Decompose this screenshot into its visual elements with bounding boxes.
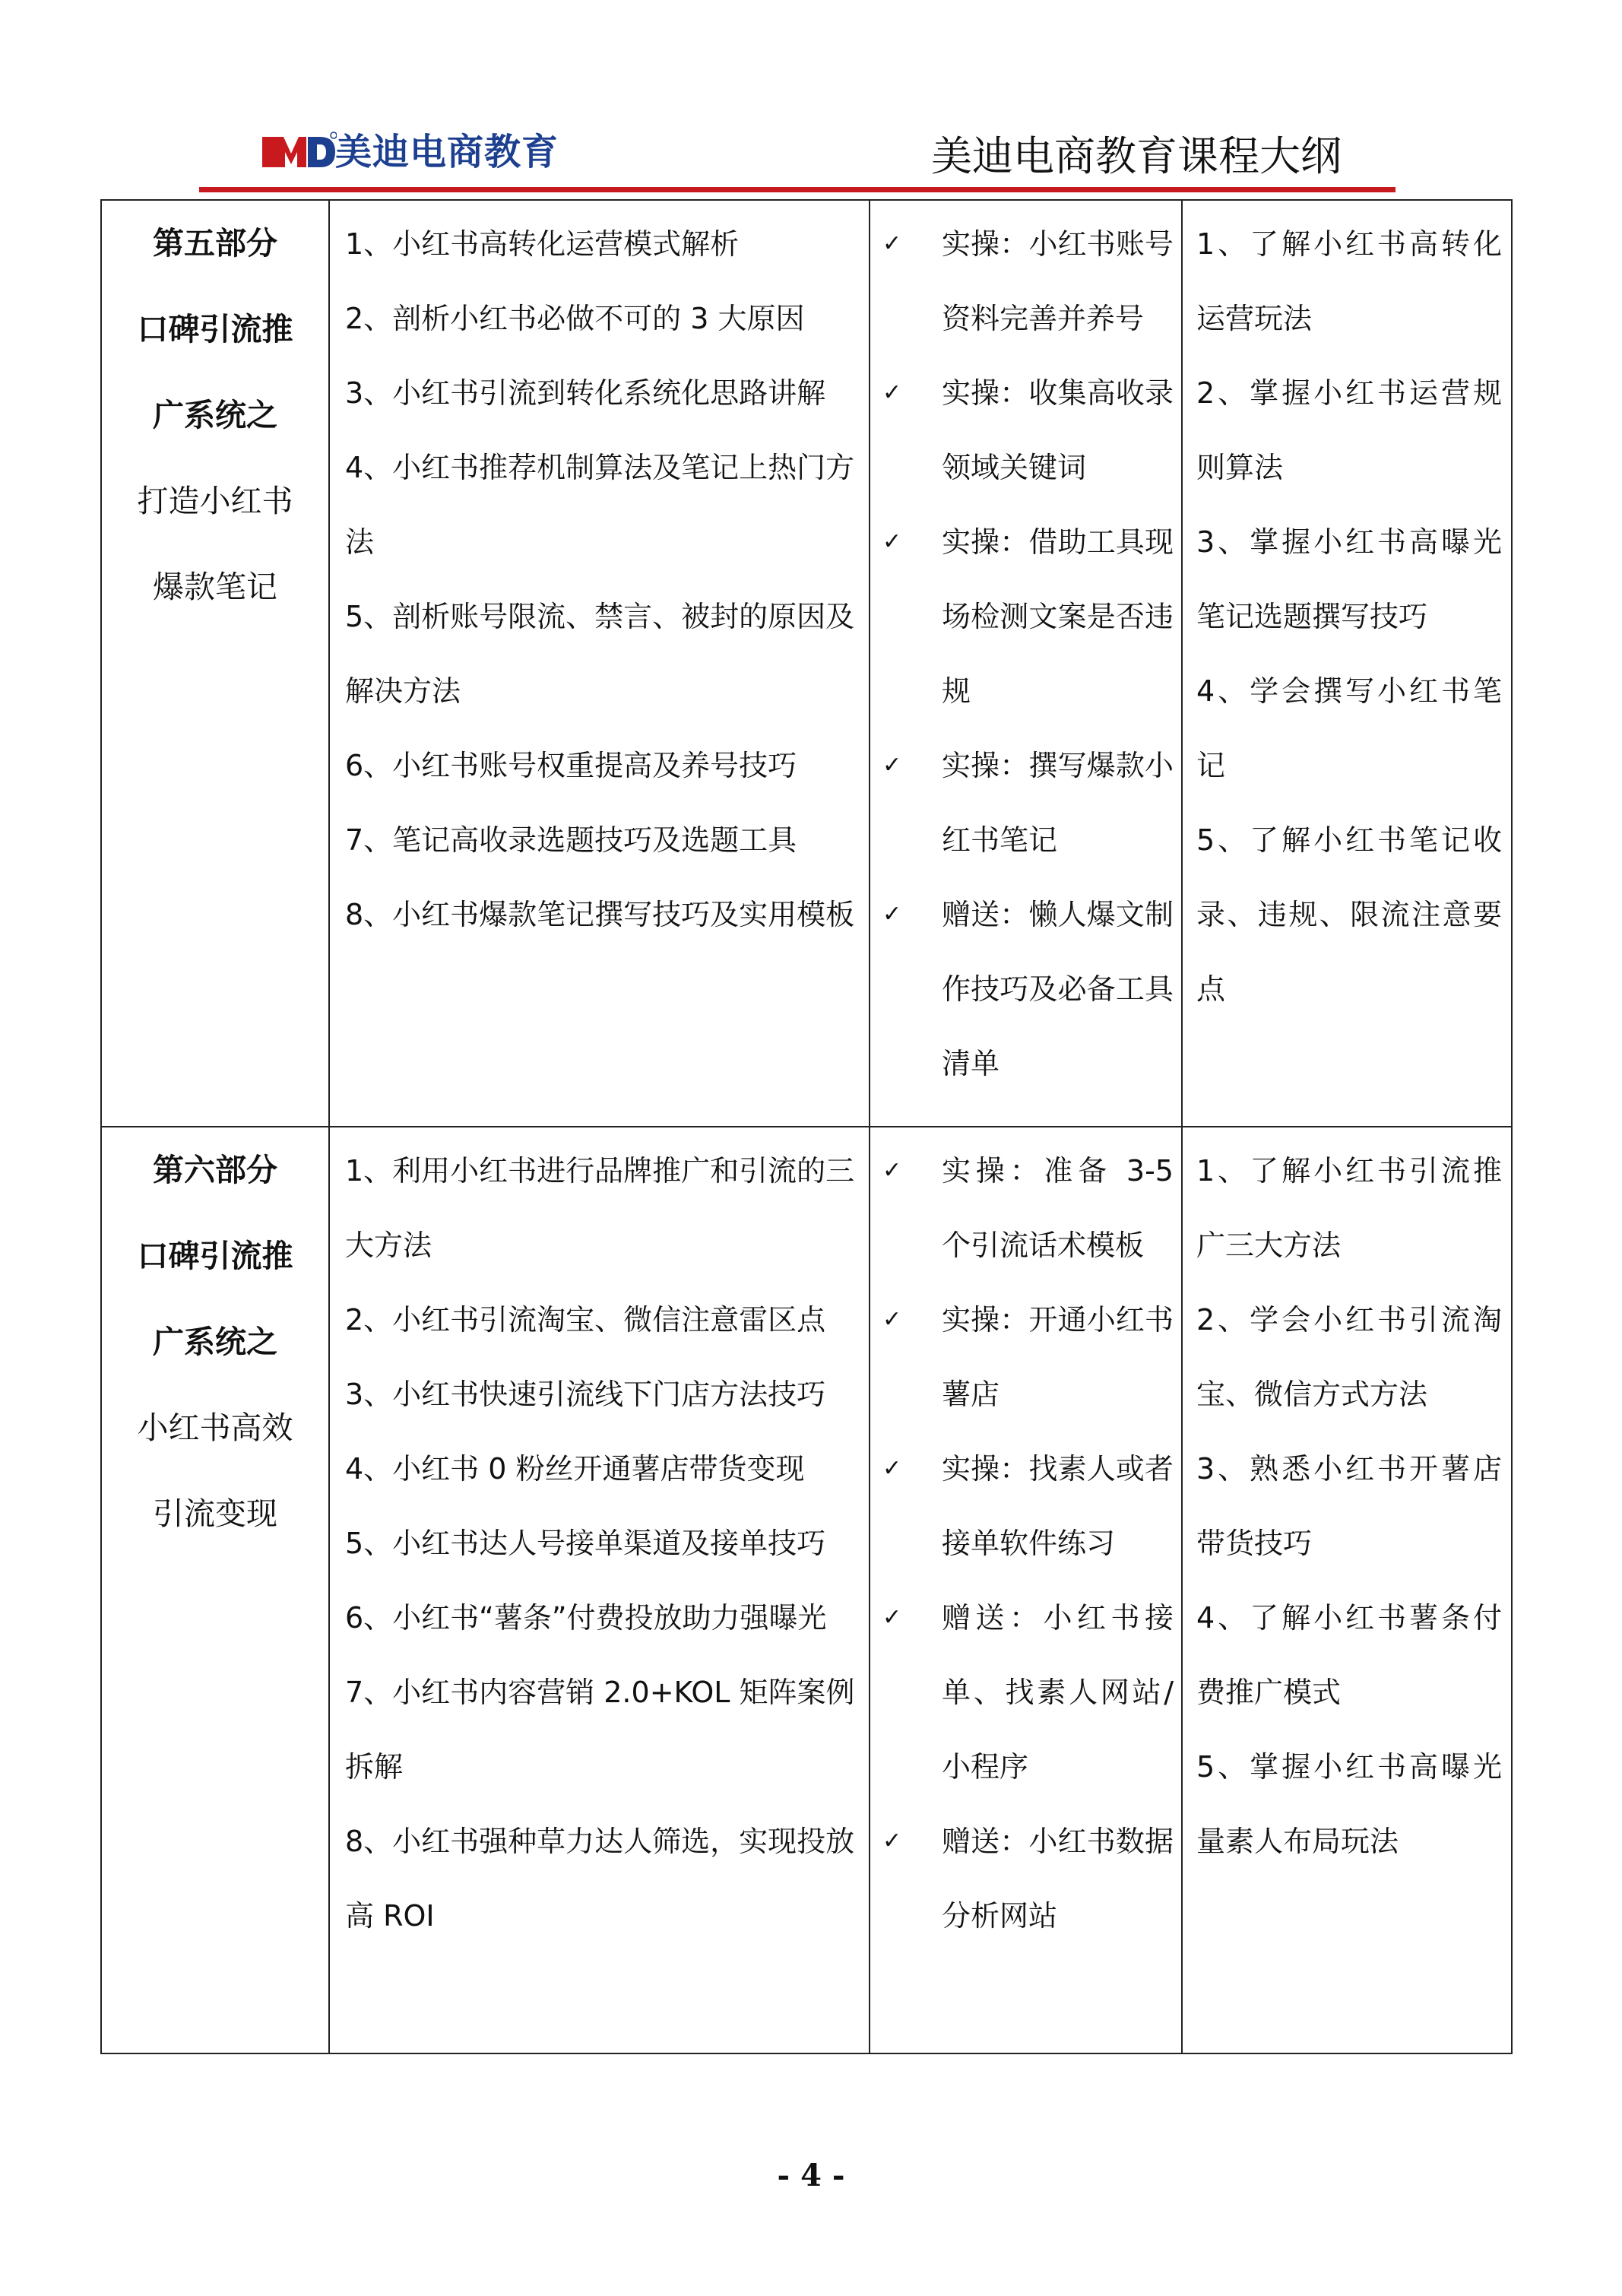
section-title-line: 广系统之 xyxy=(153,1324,277,1360)
section-title-cell xyxy=(101,200,329,1127)
checkmark-icon: ✓ xyxy=(882,1306,902,1333)
content-item: 1、利用小红书进行品牌推广和引流的三大方法 xyxy=(345,1154,855,1262)
goal-item: 1、了解小红书高转化运营玩法 xyxy=(1196,227,1502,335)
goal-item: 4、学会撰写小红书笔记 xyxy=(1196,674,1502,782)
content-item: 5、小红书达人号接单渠道及接单技巧 xyxy=(345,1527,826,1560)
checkmark-icon: ✓ xyxy=(882,752,902,779)
goal-item: 5、掌握小红书高曝光量素人布局玩法 xyxy=(1196,1750,1502,1858)
content-item: 4、小红书推荐机制算法及笔记上热门方法 xyxy=(345,451,855,559)
practice-cell xyxy=(870,200,1182,1127)
content-item: 3、小红书引流到转化系统化思路讲解 xyxy=(345,376,826,410)
section-row xyxy=(101,200,1512,1127)
section-title-line: 口碑引流推 xyxy=(137,1238,293,1274)
content-item: 8、小红书强种草力达人筛选，实现投放高 ROI xyxy=(345,1825,855,1933)
practice-cell xyxy=(870,1127,1182,2053)
content-item: 2、剖析小红书必做不可的 3 大原因 xyxy=(345,302,805,335)
checkmark-icon: ✓ xyxy=(882,1157,902,1184)
section-title-line: 口碑引流推 xyxy=(137,311,293,347)
md-logo-icon xyxy=(262,131,337,173)
practice-item xyxy=(882,1283,1174,1432)
content-item: 5、剖析账号限流、禁言、被封的原因及解决方法 xyxy=(345,600,855,708)
practice-item xyxy=(882,1581,1174,1804)
practice-item xyxy=(882,728,1174,877)
course-content-cell xyxy=(329,1127,870,2053)
practice-text: 赠送：小红书数据分析网站 xyxy=(942,1825,1174,1933)
section-title-line: 广系统之 xyxy=(153,397,277,433)
checkmark-icon: ✓ xyxy=(882,1455,902,1482)
checkmark-icon: ✓ xyxy=(882,230,902,257)
practice-text: 实操：找素人或者接单软件练习 xyxy=(942,1452,1174,1560)
practice-text: 实操：开通小红书薯店 xyxy=(942,1303,1174,1411)
content-item: 6、小红书“薯条”付费投放助力强曝光 xyxy=(345,1601,827,1635)
practice-text: 赠送：小红书接单、找素人网站/小程序 xyxy=(942,1601,1174,1784)
practice-item xyxy=(882,1432,1174,1581)
goal-item: 1、了解小红书引流推广三大方法 xyxy=(1196,1154,1502,1262)
checkmark-icon: ✓ xyxy=(882,1828,902,1854)
practice-item xyxy=(882,505,1174,728)
practice-text: 实操：撰写爆款小红书笔记 xyxy=(942,749,1174,857)
page-number: - 4 - xyxy=(777,2158,845,2193)
content-item: 4、小红书 0 粉丝开通薯店带货变现 xyxy=(345,1452,805,1486)
section-title-line: 打造小红书 xyxy=(137,483,293,519)
content-item: 7、笔记高收录选题技巧及选题工具 xyxy=(345,823,797,857)
section-title-cell xyxy=(101,1127,329,2053)
brand-logo xyxy=(262,129,581,176)
section-title-line: 第五部分 xyxy=(153,225,277,262)
practice-item xyxy=(882,877,1174,1101)
practice-text: 实操：准备 3-5 个引流话术模板 xyxy=(942,1154,1174,1262)
content-item: 7、小红书内容营销 2.0+KOL 矩阵案例拆解 xyxy=(345,1676,855,1784)
section-row xyxy=(101,1127,1512,2053)
section-title-line: 第六部分 xyxy=(153,1152,277,1188)
practice-text: 实操：小红书账号资料完善并养号 xyxy=(942,227,1174,335)
content-item: 1、小红书高转化运营模式解析 xyxy=(345,227,740,261)
goal-item: 3、熟悉小红书开薯店带货技巧 xyxy=(1196,1452,1502,1560)
practice-item xyxy=(882,1804,1174,1953)
checkmark-icon: ✓ xyxy=(882,901,902,928)
content-item: 2、小红书引流淘宝、微信注意雷区点 xyxy=(345,1303,826,1337)
section-title-line: 爆款笔记 xyxy=(153,569,277,605)
content-item: 3、小红书快速引流线下门店方法技巧 xyxy=(345,1378,826,1411)
checkmark-icon: ✓ xyxy=(882,379,902,406)
logo-text: 美迪电商教育 xyxy=(335,131,559,173)
content-item: 6、小红书账号权重提高及养号技巧 xyxy=(345,749,797,782)
document-title: 美迪电商教育课程大纲 xyxy=(931,132,1342,180)
goal-item: 5、了解小红书笔记收录、违规、限流注意要点 xyxy=(1196,823,1502,1006)
course-content-cell xyxy=(329,200,870,1127)
practice-text: 实操：借助工具现场检测文案是否违规 xyxy=(942,525,1174,708)
learning-goals-cell xyxy=(1182,1127,1512,2053)
practice-item xyxy=(882,356,1174,505)
practice-text: 实操：收集高收录领域关键词 xyxy=(942,376,1174,484)
header-rule xyxy=(199,187,1395,192)
learning-goals-cell xyxy=(1182,200,1512,1127)
practice-item xyxy=(882,207,1174,356)
section-title-line: 引流变现 xyxy=(153,1495,277,1532)
goal-item: 2、学会小红书引流淘宝、微信方式方法 xyxy=(1196,1303,1502,1411)
section-title-line: 小红书高效 xyxy=(137,1410,293,1446)
practice-text: 赠送：懒人爆文制作技巧及必备工具清单 xyxy=(942,898,1174,1080)
checkmark-icon: ✓ xyxy=(882,528,902,555)
goal-item: 3、掌握小红书高曝光笔记选题撰写技巧 xyxy=(1196,525,1502,633)
curriculum-table xyxy=(100,199,1513,2054)
practice-item xyxy=(882,1134,1174,1283)
content-item: 8、小红书爆款笔记撰写技巧及实用模板 xyxy=(345,898,855,931)
checkmark-icon: ✓ xyxy=(882,1604,902,1631)
goal-item: 4、了解小红书薯条付费推广模式 xyxy=(1196,1601,1502,1709)
goal-item: 2、掌握小红书运营规则算法 xyxy=(1196,376,1502,484)
